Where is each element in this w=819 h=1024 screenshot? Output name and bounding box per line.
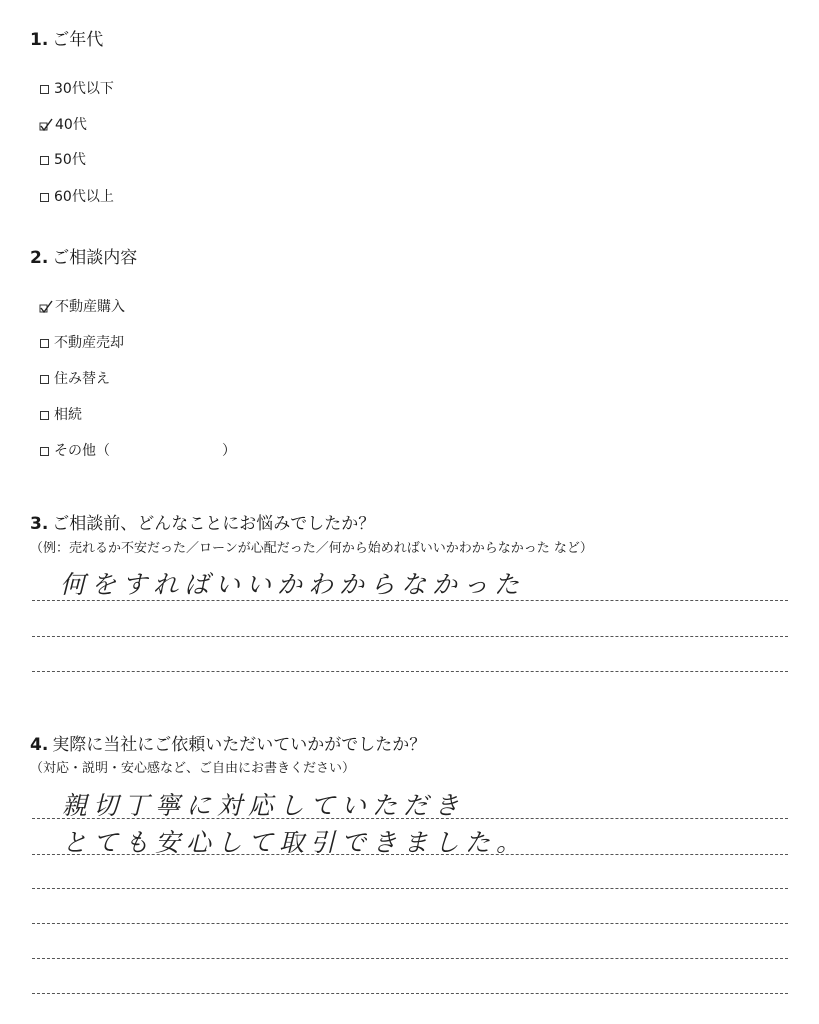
other-close-paren: ） bbox=[222, 443, 236, 459]
checkbox-icon[interactable] bbox=[40, 411, 49, 420]
q2-option-sale[interactable] bbox=[40, 334, 124, 352]
q3-example: （例：売れるか不安だった／ローンが心配だった／何から始めればいいかわからなかった など） bbox=[30, 541, 593, 556]
q3-title: ご相談前、どんなことにお悩みでしたか？ bbox=[52, 514, 376, 534]
checkbox-icon[interactable] bbox=[40, 375, 49, 384]
answer-line bbox=[32, 818, 788, 819]
answer-line bbox=[32, 923, 788, 924]
option-label: 不動産売却 bbox=[54, 335, 124, 351]
option-label: 相続 bbox=[54, 407, 82, 423]
option-label: 60代以上 bbox=[54, 189, 114, 205]
q1-number: 1. bbox=[30, 30, 49, 50]
q1-option-50s[interactable] bbox=[40, 151, 86, 169]
q1-heading bbox=[30, 30, 103, 50]
q4-heading bbox=[30, 735, 426, 755]
option-label: 不動産購入 bbox=[55, 299, 125, 315]
option-label: 住み替え bbox=[54, 371, 110, 387]
q4-number: 4. bbox=[30, 735, 49, 755]
answer-line bbox=[32, 636, 788, 637]
answer-line bbox=[32, 888, 788, 889]
q4-title: 実際に当社にご依頼いただいていかがでしたか？ bbox=[52, 735, 427, 755]
q3-heading bbox=[30, 514, 375, 534]
q2-option-relocation[interactable] bbox=[40, 370, 110, 388]
option-label: 50代 bbox=[54, 152, 86, 168]
checkbox-icon[interactable] bbox=[40, 85, 49, 94]
q4-answer-line-2: とても安心して取引できました。 bbox=[62, 828, 528, 857]
option-label: 30代以下 bbox=[54, 81, 114, 97]
q2-heading bbox=[30, 248, 137, 268]
option-label: その他（ bbox=[54, 443, 110, 459]
q1-title: ご年代 bbox=[52, 30, 104, 50]
checkbox-icon[interactable] bbox=[40, 156, 49, 165]
checkbox-icon[interactable] bbox=[40, 339, 49, 348]
answer-line bbox=[32, 854, 788, 855]
q1-option-30s[interactable] bbox=[40, 80, 114, 98]
answer-line bbox=[32, 671, 788, 672]
checkmark-icon[interactable] bbox=[39, 300, 53, 314]
q3-answer-line-1: 何をすればいいかわからなかった bbox=[60, 570, 526, 599]
checkmark-icon[interactable] bbox=[39, 118, 53, 132]
q1-option-60s[interactable] bbox=[40, 188, 114, 206]
option-label: 40代 bbox=[55, 117, 87, 133]
q2-option-other[interactable] bbox=[40, 442, 236, 460]
q4-answer-line-1: 親切丁寧に対応していただき bbox=[62, 791, 466, 820]
checkbox-icon[interactable] bbox=[40, 193, 49, 202]
q2-option-purchase[interactable] bbox=[40, 298, 125, 316]
q2-option-inheritance[interactable] bbox=[40, 406, 82, 424]
q2-number: 2. bbox=[30, 248, 49, 268]
q2-title: ご相談内容 bbox=[52, 248, 138, 268]
q1-option-40s[interactable] bbox=[40, 116, 87, 134]
checkbox-icon[interactable] bbox=[40, 447, 49, 456]
q3-number: 3. bbox=[30, 514, 49, 534]
answer-line bbox=[32, 600, 788, 601]
answer-line bbox=[32, 958, 788, 959]
q4-example: （対応・説明・安心感など、ご自由にお書きください） bbox=[30, 761, 356, 776]
other-input-blank[interactable] bbox=[110, 444, 222, 458]
answer-line bbox=[32, 993, 788, 994]
